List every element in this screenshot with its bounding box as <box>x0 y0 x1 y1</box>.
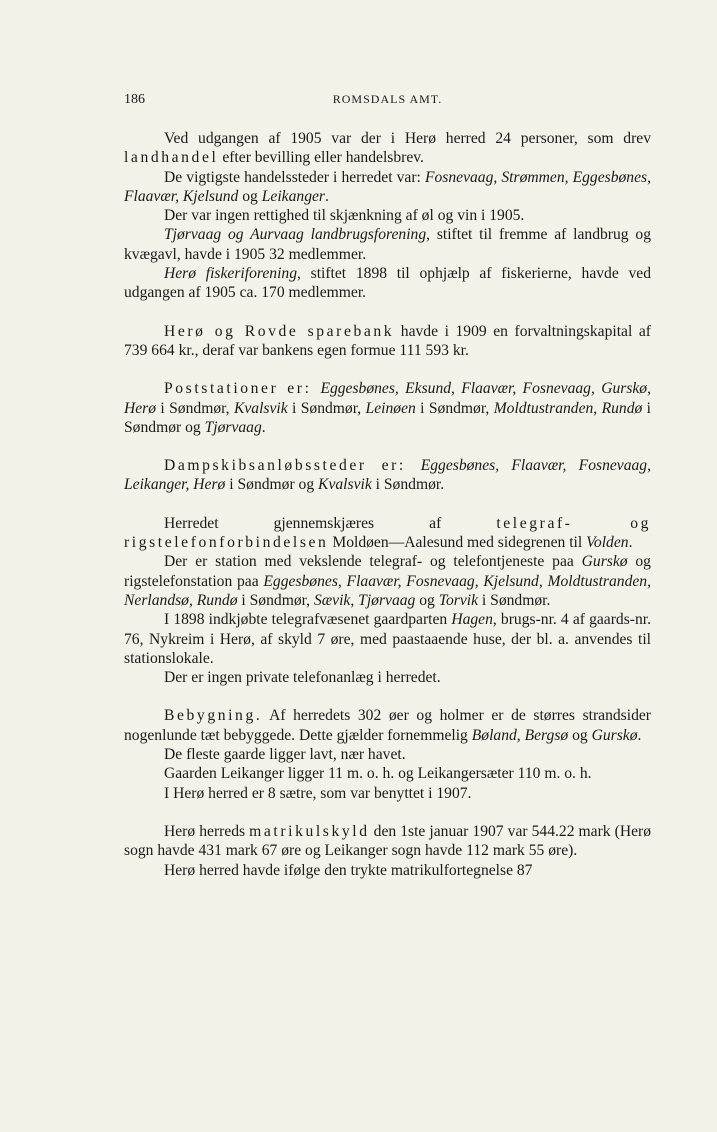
page-header <box>124 92 651 112</box>
paragraph-leikanger: Gaarden Leikanger ligger 11 m. o. h. og Leikangersæter 110 m. o. h. <box>164 765 592 783</box>
paragraph-fiskeriforening: Herø fiskeriforening, stiftet 1898 til ophjælp af fiskerierne, havde ved udgangen af 1905 ca. 170 medlemmer. <box>124 265 652 302</box>
paragraph-telegraf: Herredet gjennemskjæres af telegraf- og rigstelefonforbindelsen Moldøen—Aalesund med sidegrenen til Volden. <box>124 514 652 552</box>
paragraph-poststationer: Poststationer er: Eggesbønes, Eksund, Flaavær, Fosnevaag, Gurskø, Herø i Søndmør, Kvalsvik i Søndmør, Leinøen i Søndmør, Moldtustranden, Rundø i Søndmør og Tjørvaag. <box>124 380 652 436</box>
running-head: ROMSDALS AMT. <box>332 92 443 106</box>
paragraph-bebygning: Bebygning. Af herredets 302 øer og holmer er de størres strandsider nogenlunde tæt bebyggede. Dette gjælder fornemmelig Bøland, Bergsø og Gurskø. <box>124 707 651 744</box>
paragraph-matrikulfortegnelse: Herø herred havde ifølge den trykte matrikulfortegnelse 87 <box>164 861 533 879</box>
paragraph-gaarde: De fleste gaarde ligger lavt, nær havet. <box>164 746 406 764</box>
paragraph-saetre: I Herø herred er 8 sætre, som var benyttet i 1907. <box>164 784 472 802</box>
paragraph-landbrugsforening: Tjørvaag og Aurvaag landbrugsforening, stiftet til fremme af landbrug og kvægavl, havde i 1905 32 medlemmer. <box>124 226 651 263</box>
paragraph-station: Der er station med vekslende telegraf- og telefontjeneste paa Gurskø og rigstelefonstation paa Eggesbønes, Flaavær, Fosnevaag, Kjelsund, Moldtustranden, Nerlandsø, Rundø i Søndmør, Sævik, Tjørvaag og Torvik i Søndmør. <box>124 553 651 609</box>
page-number: 186 <box>124 92 145 107</box>
paragraph-gaardparten: I 1898 indkjøbte telegrafvæsenet gaardparten Hagen, brugs-nr. 4 af gaards-nr. 76, Nykreim i Herø, af skyld 7 øre, med paastaaende huse, der bl. a. anvendes til stationslokale. <box>124 611 651 667</box>
paragraph-dampskibsanlobssteder: Dampskibsanløbssteder er: Eggesbønes, Flaavær, Fosnevaag, Leikanger, Herø i Søndmør og Kvalsvik i Søndmør. <box>124 457 651 494</box>
paragraph-handelssteder: De vigtigste handelssteder i herredet var: Fosnevaag, Strømmen, Eggesbønes, Flaavær, Kjelsund og Leikanger. <box>124 168 651 205</box>
paragraph-telefonanlaeg: Der er ingen private telefonanlæg i herredet. <box>164 669 441 687</box>
paragraph-sparebank: Herø og Rovde sparebank havde i 1909 en forvaltningskapital af 739 664 kr., deraf var bankens egen formue 111 593 kr. <box>124 322 651 359</box>
paragraph-rettighed: Der var ingen rettighed til skjænkning af øl og vin i 1905. <box>164 207 525 225</box>
paragraph-landhandel: Ved udgangen af 1905 var der i Herø herred 24 personer, som drev landhandel efter bevilling eller handelsbrev. <box>124 130 651 167</box>
page-body <box>124 129 651 880</box>
paragraph-matrikulskyld: Herø herreds matrikulskyld den 1ste januar 1907 var 544.22 mark (Herø sogn havde 431 mark 67 øre og Leikanger sogn havde 112 mark 55 øre). <box>124 822 651 860</box>
